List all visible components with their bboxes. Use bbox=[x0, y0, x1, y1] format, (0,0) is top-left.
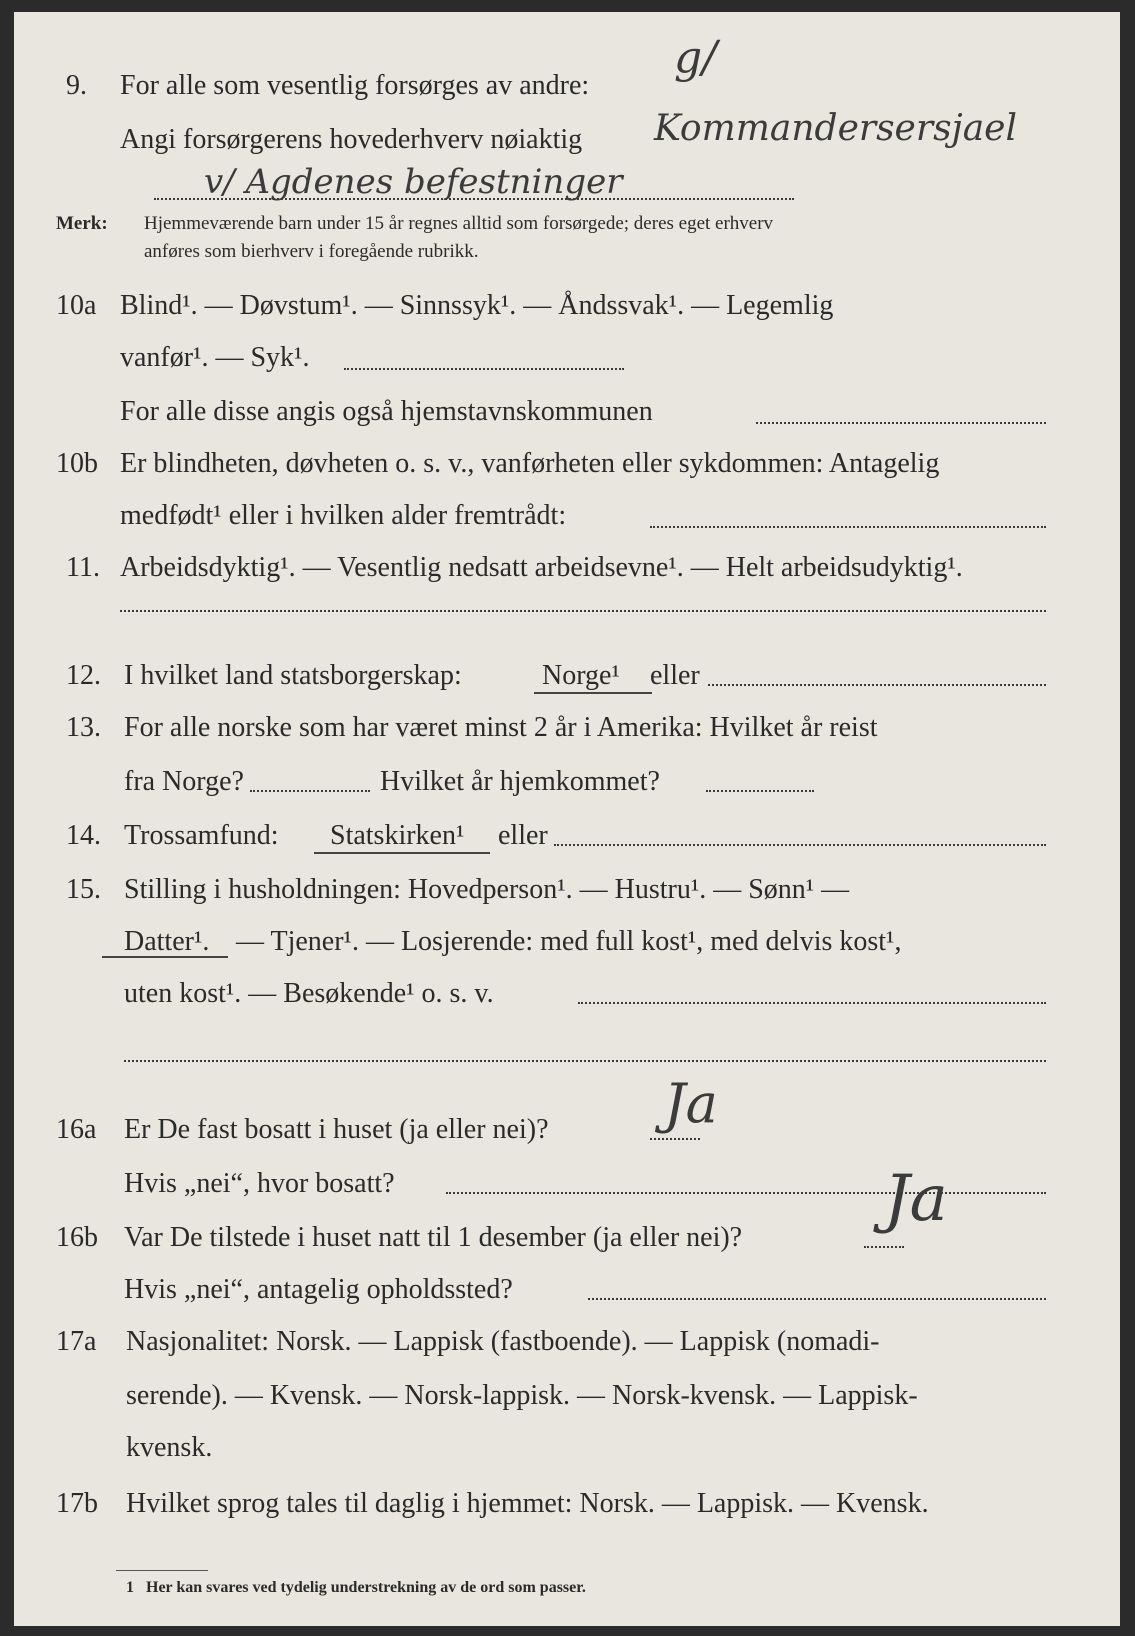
question-number-12: 12. bbox=[66, 660, 101, 691]
q16a-bosatt-answer-line bbox=[446, 1192, 1046, 1194]
question-number-13: 13. bbox=[66, 712, 101, 743]
census-form-page bbox=[14, 12, 1120, 1626]
q14-answer-line bbox=[554, 844, 1046, 846]
q12-prefix: I hvilket land statsborgerskap: bbox=[124, 660, 462, 691]
merk-line2: anføres som bierhverv i foregående rubrikk. bbox=[144, 241, 479, 262]
question-number-10b: 10b bbox=[56, 448, 98, 479]
merk-label: Merk: bbox=[56, 213, 108, 234]
q16a-line2: Hvis „nei“, hvor bosatt? bbox=[124, 1168, 395, 1199]
q16b-handwritten-answer: Ja bbox=[884, 1162, 948, 1236]
q16a-handwritten-answer: Ja bbox=[664, 1072, 718, 1135]
q11-answer-line bbox=[120, 610, 1046, 612]
q16b-answer-line bbox=[864, 1246, 904, 1248]
question-number-16a: 16a bbox=[56, 1114, 97, 1145]
merk-line1: Hjemmeværende barn under 15 år regnes alltid som forsørgede; deres eget erhverv bbox=[144, 213, 774, 234]
q15-choice-datter: Datter¹. bbox=[124, 926, 210, 957]
q13-line2b: Hvilket år hjemkommet? bbox=[380, 766, 660, 797]
q12-choice-norge: Norge¹ bbox=[542, 660, 620, 691]
q9-handwriting-a: g/ bbox=[674, 32, 717, 83]
footnote-rule bbox=[116, 1570, 208, 1571]
q15-line3: uten kost¹. — Besøkende¹ o. s. v. bbox=[124, 978, 494, 1009]
q15-answer-line-2 bbox=[124, 1060, 1046, 1062]
q13-line1: For alle norske som har været minst 2 år i Amerika: Hvilket år reist bbox=[124, 712, 878, 743]
q11-line1: Arbeidsdyktig¹. — Vesentlig nedsatt arbeidsevne¹. — Helt arbeidsudyktig¹. bbox=[120, 552, 963, 583]
q10b-answer-line bbox=[650, 526, 1046, 528]
q9-line1: For alle som vesentlig forsørges av andre: bbox=[120, 70, 590, 101]
q16a-answer-line bbox=[650, 1138, 700, 1140]
footnote-mark: 1 bbox=[126, 1579, 134, 1596]
q17a-line3: kvensk. bbox=[126, 1432, 213, 1463]
question-number-16b: 16b bbox=[56, 1222, 98, 1253]
q16a-line1: Er De fast bosatt i huset (ja eller nei)? bbox=[124, 1114, 549, 1145]
q12-choice-underline bbox=[534, 692, 652, 694]
q15-answer-line-1 bbox=[578, 1002, 1046, 1004]
q14-suffix: eller bbox=[498, 820, 548, 851]
q9-line2: Angi forsørgerens hovederhverv nøiaktig bbox=[120, 124, 583, 155]
q16b-line1: Var De tilstede i huset natt til 1 desember (ja eller nei)? bbox=[124, 1222, 743, 1253]
q9-handwriting-c: v/ Agdenes befestninger bbox=[204, 162, 623, 202]
question-number-14: 14. bbox=[66, 820, 101, 851]
question-number-17b: 17b bbox=[56, 1488, 98, 1519]
q10a-syk-answer-line bbox=[344, 368, 624, 370]
q16b-line2: Hvis „nei“, antagelig opholdssted? bbox=[124, 1274, 513, 1305]
footnote-text: Her kan svares ved tydelig understrekning av de ord som passer. bbox=[146, 1579, 586, 1596]
q10b-line1: Er blindheten, døvheten o. s. v., vanførheten eller sykdommen: Antagelig bbox=[120, 448, 940, 479]
q10a-line3: For alle disse angis også hjemstavnskommunen bbox=[120, 396, 653, 427]
q10a-line2: vanfør¹. — Syk¹. bbox=[120, 342, 310, 373]
q15-line2b: — Tjener¹. — Losjerende: med full kost¹, med delvis kost¹, bbox=[236, 926, 902, 957]
q9-handwriting-b: Kommandersersjael bbox=[654, 108, 1017, 149]
question-number-17a: 17a bbox=[56, 1326, 97, 1357]
question-number-11: 11. bbox=[66, 552, 100, 583]
q14-choice-statskirken: Statskirken¹ bbox=[330, 820, 465, 851]
question-number-15: 15. bbox=[66, 874, 101, 905]
q17a-line2: serende). — Kvensk. — Norsk-lappisk. — Norsk-kvensk. — Lappisk- bbox=[126, 1380, 918, 1411]
q12-suffix: eller bbox=[650, 660, 700, 691]
question-number-9: 9. bbox=[66, 70, 87, 101]
q10b-line2: medfødt¹ eller i hvilken alder fremtrådt: bbox=[120, 500, 567, 531]
q9-answer-line bbox=[154, 198, 794, 200]
q10a-line1: Blind¹. — Døvstum¹. — Sinnssyk¹. — Åndssvak¹. — Legemlig bbox=[120, 290, 834, 321]
q13-line2a: fra Norge? bbox=[124, 766, 244, 797]
q12-answer-line bbox=[708, 684, 1046, 686]
q14-prefix: Trossamfund: bbox=[124, 820, 279, 851]
q15-line1: Stilling i husholdningen: Hovedperson¹. — Hustru¹. — Sønn¹ — bbox=[124, 874, 850, 905]
q14-choice-underline bbox=[314, 852, 490, 854]
q13-hjemkommet-answer-line bbox=[706, 790, 814, 792]
q10a-hjemstavn-answer-line bbox=[756, 422, 1046, 424]
q16b-opholdssted-answer-line bbox=[588, 1298, 1046, 1300]
q13-reist-answer-line bbox=[250, 790, 370, 792]
q15-choice-underline bbox=[102, 956, 228, 958]
q17b-line1: Hvilket sprog tales til daglig i hjemmet: Norsk. — Lappisk. — Kvensk. bbox=[126, 1488, 929, 1519]
question-number-10a: 10a bbox=[56, 290, 97, 321]
q17a-line1: Nasjonalitet: Norsk. — Lappisk (fastboende). — Lappisk (nomadi- bbox=[126, 1326, 880, 1357]
